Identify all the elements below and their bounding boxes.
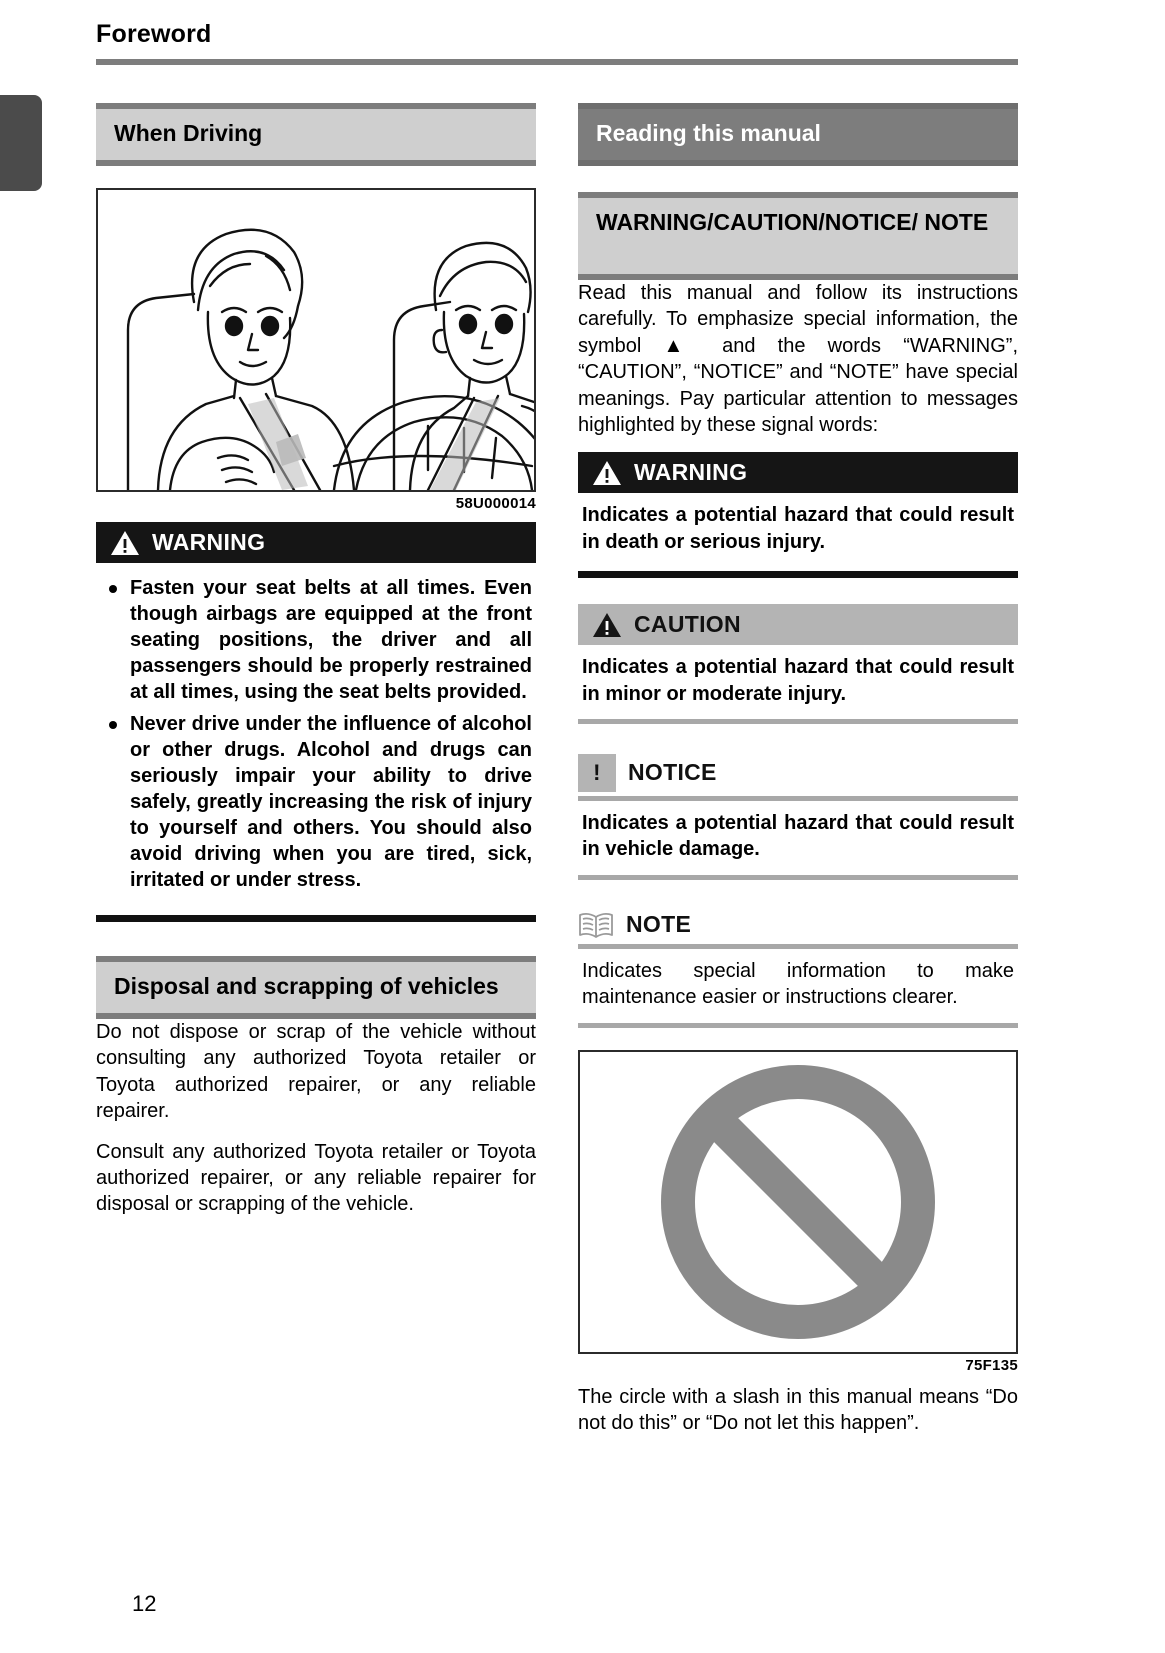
prohibition-explanation: The circle with a slash in this manual means “Do not do this” or “Do not let this happen”. [578, 1385, 1018, 1434]
warning-triangle-icon [110, 530, 140, 556]
signal-word-caution-rule [578, 719, 1018, 724]
signal-word-note [578, 906, 1018, 1028]
figure-seat-belt-illustration [96, 188, 536, 492]
signal-word-note-text: Indicates special information to make maintenance easier or instructions clearer. [582, 959, 1014, 1009]
warning-callout-bottom-rule [96, 915, 536, 922]
signal-word-warning-rule [578, 571, 1018, 578]
signal-word-notice-rule [578, 875, 1018, 880]
subsection-header-signal-words: WARNING/CAUTION/NOTICE/ NOTE [578, 192, 1018, 280]
warning-triangle-icon [592, 460, 622, 486]
warning-bullet-list [100, 575, 532, 893]
signal-word-notice-text: Indicates a potential hazard that could result in vehicle damage. [582, 811, 1014, 861]
list-item: Never drive under the influence of alcohol or other drugs. Alcohol and drugs can seriously impair your ability to drive safely, greatly increasing the risk of injury to yourself and others. You should also avoid driving when you are tired, sick, irritated or under stress. [100, 711, 532, 893]
signal-word-caution-header [578, 604, 1018, 645]
signal-word-warning-header [578, 452, 1018, 493]
warning-callout-label: WARNING [152, 529, 266, 556]
figure-prohibition-symbol [578, 1050, 1018, 1354]
exclamation-chip-icon: ! [578, 754, 616, 792]
signal-word-notice-label: NOTICE [628, 759, 717, 786]
page-title: Foreword [96, 20, 212, 48]
manual-page [96, 0, 1018, 1653]
seat-belt-illustration-svg [98, 190, 534, 490]
signal-word-warning [578, 452, 1018, 578]
signal-word-caution-label: CAUTION [634, 611, 741, 638]
header-rule [96, 59, 1018, 65]
signal-word-notice [578, 750, 1018, 880]
prohibition-circle-slash-svg [580, 1052, 1016, 1352]
signal-word-warning-label: WARNING [634, 459, 748, 486]
page-number: 12 [132, 1591, 157, 1616]
open-book-icon [578, 910, 614, 940]
signal-word-note-header [578, 906, 1018, 949]
signal-word-note-label: NOTE [626, 911, 692, 938]
signal-word-notice-header [578, 750, 1018, 801]
warning-callout-body [96, 563, 536, 909]
signal-word-note-rule [578, 1023, 1018, 1028]
list-item: Fasten your seat belts at all times. Even though airbags are equipped at the front seating positions, the driver and all passengers should be properly restrained at all times, using the seat belts provided. [100, 575, 532, 705]
chapter-thumb-tab [0, 95, 42, 191]
warning-callout-header [96, 522, 536, 563]
disposal-paragraph-1: Do not dispose or scrap of the vehicle without consulting any authorized Toyota retailer or Toyota authorized repairer, or any reliable repairer. [96, 1021, 536, 1123]
reading-intro-paragraph: Read this manual and follow its instructions carefully. To emphasize special information, the symbol ▲ and the words “WARNING”, “CAUTION”, “NOTICE” and “NOTE” have special meanings. Pay particular attention to messages highlighted by these signal words: [578, 282, 1018, 436]
figure-caption-75f135: 75F135 [965, 1356, 1018, 1374]
two-column-layout [96, 103, 1018, 1450]
right-column [578, 103, 1018, 1450]
section-header-when-driving: When Driving [96, 103, 536, 166]
section-header-reading-this-manual: Reading this manual [578, 103, 1018, 166]
disposal-paragraph-2: Consult any authorized Toyota retailer or Toyota authorized repairer, or any reliable repairer for disposal or scrapping of the vehicle. [96, 1140, 536, 1216]
warning-callout [96, 522, 536, 922]
signal-word-warning-text: Indicates a potential hazard that could result in death or serious injury. [582, 504, 1014, 553]
left-column [96, 103, 536, 1450]
warning-triangle-icon [592, 612, 622, 638]
section-header-disposal: Disposal and scrapping of vehicles [96, 956, 536, 1019]
figure-caption-58u000014: 58U000014 [455, 495, 536, 513]
signal-word-caution [578, 604, 1018, 724]
signal-word-caution-text: Indicates a potential hazard that could result in minor or moderate injury. [582, 656, 1014, 705]
